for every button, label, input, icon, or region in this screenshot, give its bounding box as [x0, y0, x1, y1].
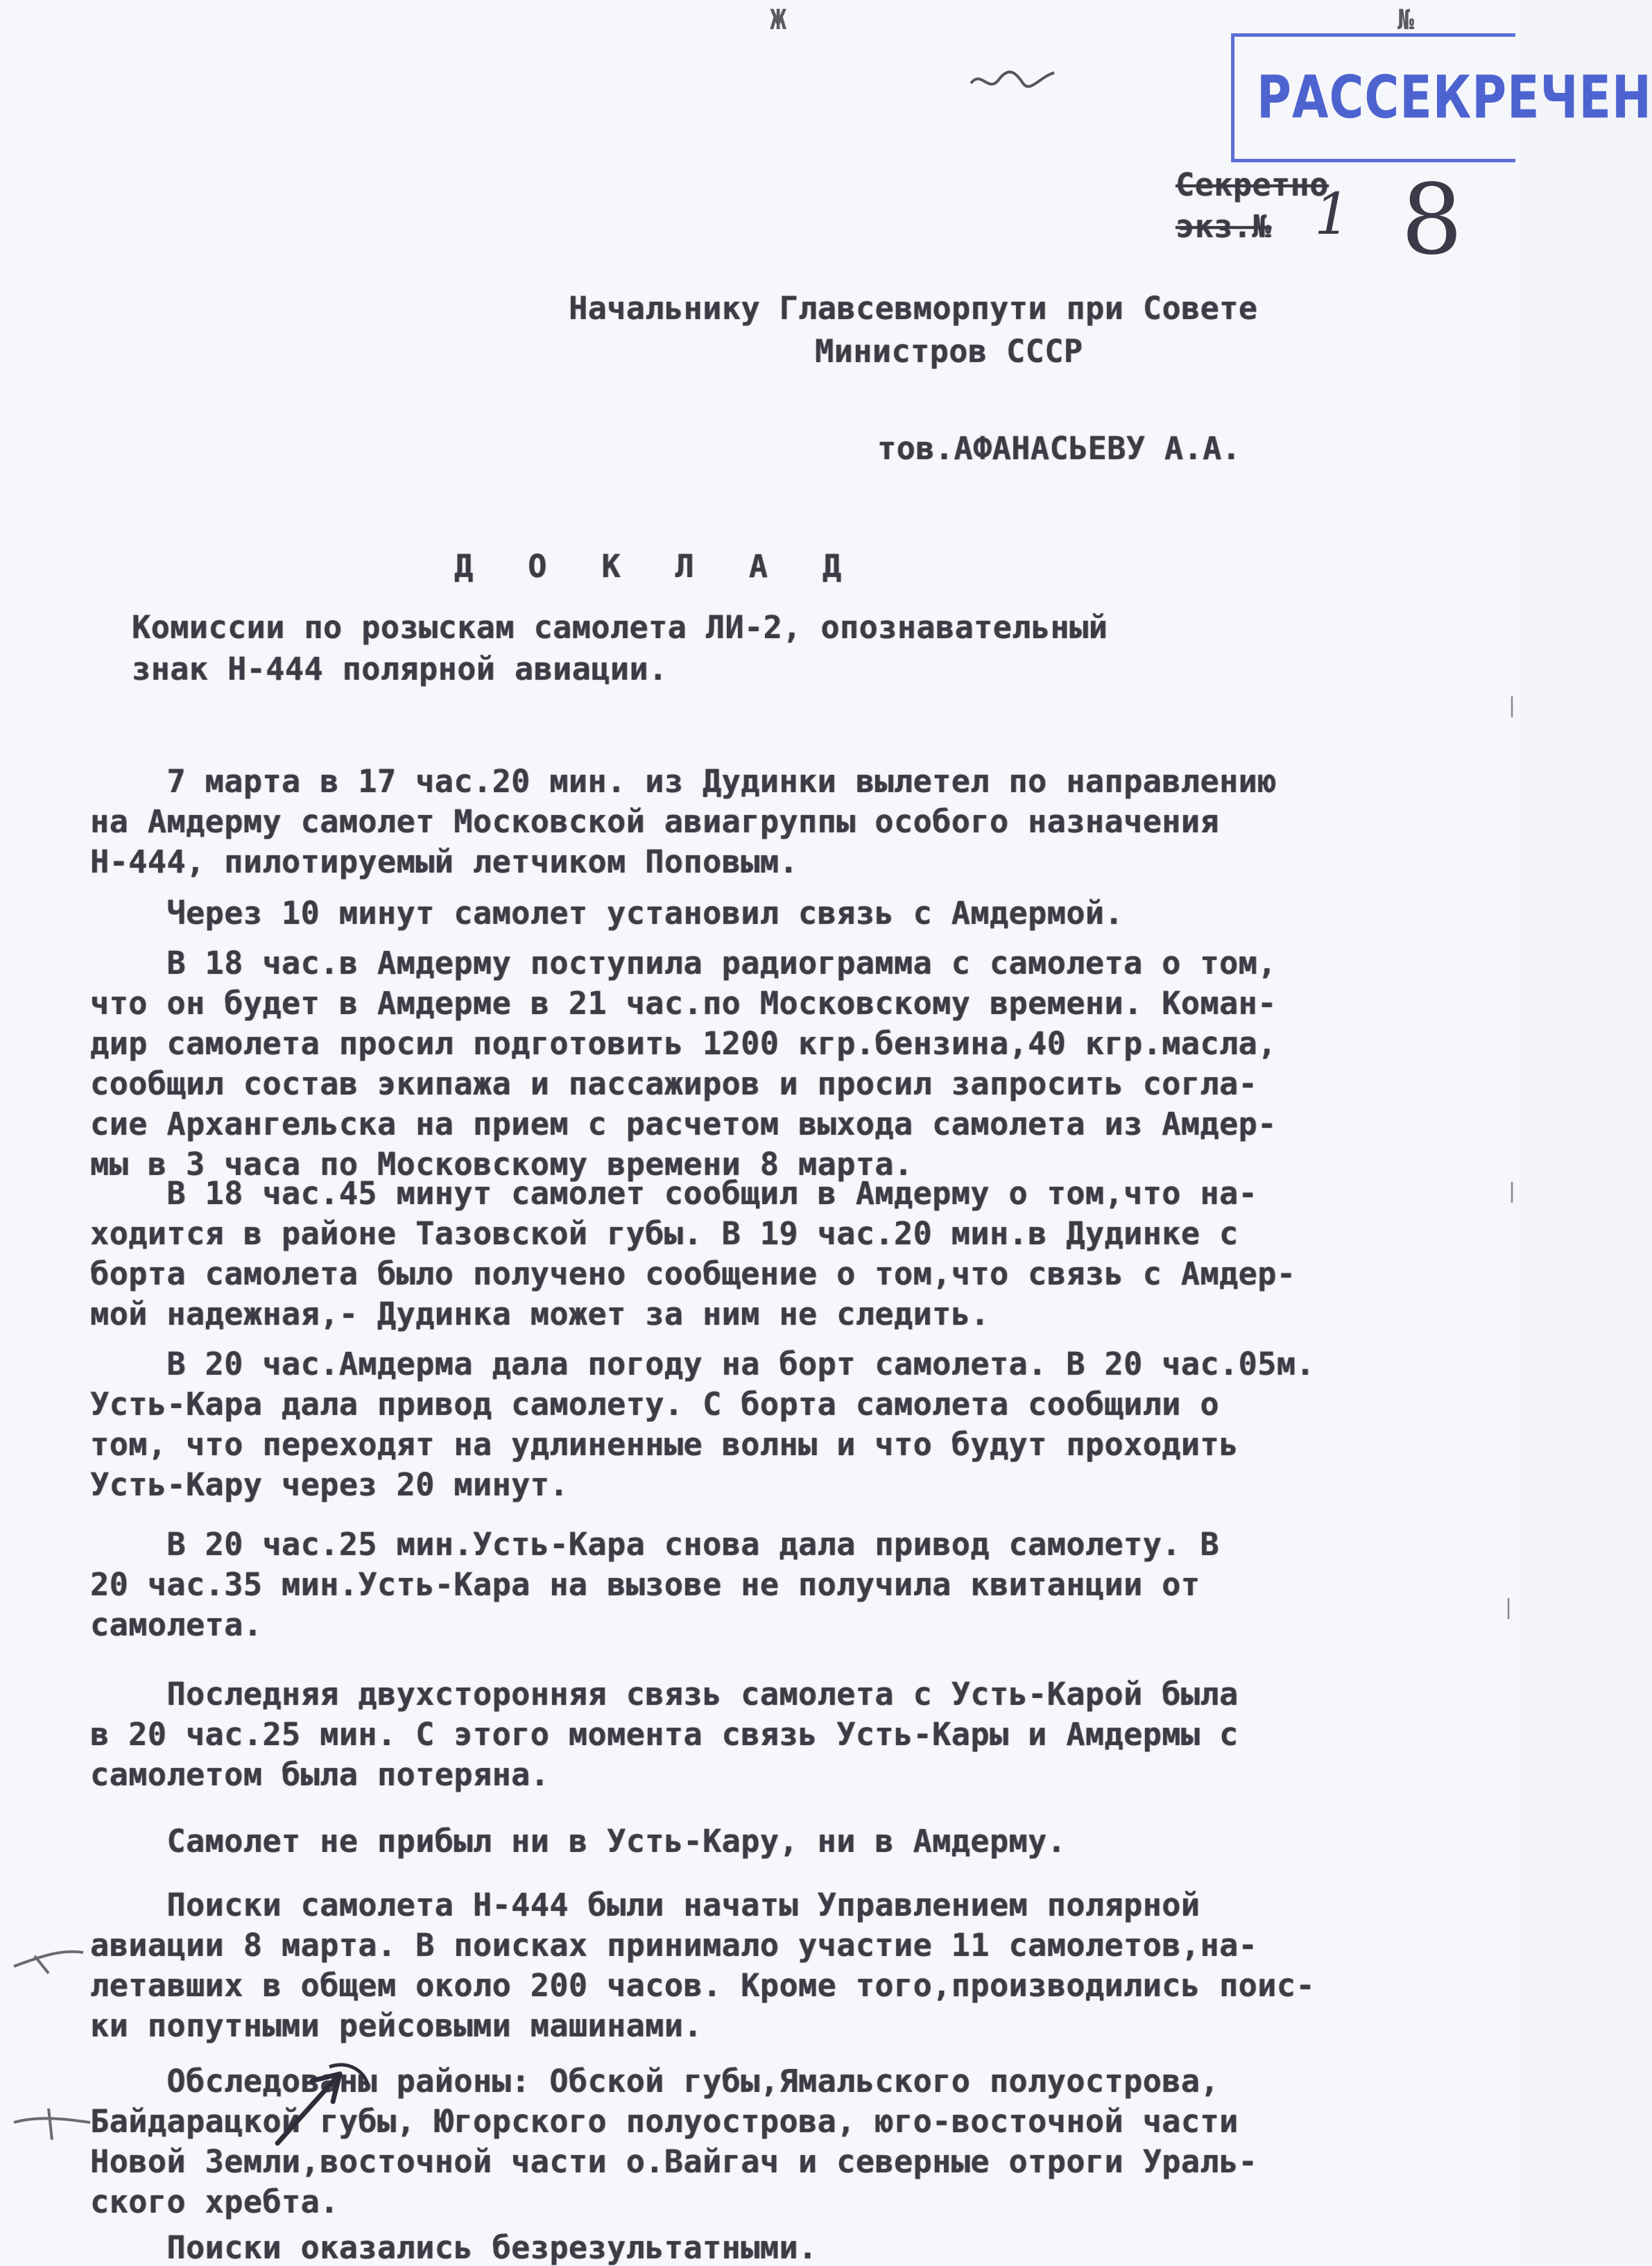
subject-line: Комиссии по розыскам самолета ЛИ-2, опознавательный — [132, 609, 1108, 646]
addressee-line-1: Начальнику Главсевморпути при Совете — [569, 290, 1258, 327]
body-line: авиации 8 марта. В поисках принимало участие 11 самолетов,на- — [90, 1927, 1258, 1964]
body-line: В 20 час.Амдерма дала погоду на борт самолета. В 20 час.05м. — [90, 1346, 1315, 1382]
body-line: 7 марта в 17 час.20 мин. из Дудинки вылетел по направлению — [90, 763, 1277, 800]
body-line: Последняя двухсторонняя связь самолета с Усть-Карой была — [90, 1676, 1239, 1713]
body-line: Поиски оказались безрезультатными. — [90, 2229, 818, 2266]
body-line: В 18 час.45 минут самолет сообщил в Амдерму о том,что на- — [90, 1175, 1258, 1212]
body-line: самолета. — [90, 1606, 263, 1643]
body-line: В 20 час.25 мин.Усть-Кара снова дала привод самолету. В — [90, 1526, 1219, 1563]
arrow-mark — [264, 2046, 375, 2150]
body-line: сие Архангельска на прием с расчетом выхода самолета из Амдер- — [90, 1106, 1277, 1142]
body-line: Байдарацкой губы, Югорского полуострова, юго-восточной части — [90, 2103, 1239, 2140]
copy-label: экз.№ — [1176, 208, 1271, 245]
body-line: Через 10 минут самолет установил связь с Амдермой. — [90, 895, 1124, 932]
body-line: летавших в общем около 200 часов. Кроме того,производились поис- — [90, 1967, 1315, 2004]
body-line: Новой Земли,восточной части о.Вайгач и северные отроги Ураль- — [90, 2143, 1258, 2180]
body-line: Самолет не прибыл ни в Усть-Кару, ни в Амдерму. — [90, 1823, 1067, 1860]
body-line: Поиски самолета Н-444 были начаты Управлением полярной — [90, 1887, 1201, 1923]
body-line: сообщил состав экипажа и пассажиров и просил запросить согла- — [90, 1065, 1258, 1102]
top-mark-right: № — [1397, 4, 1415, 36]
secrecy-label — [1176, 166, 1329, 203]
edge-artifact: | — [1505, 1595, 1513, 1620]
declassified-stamp — [1231, 33, 1652, 162]
stamp-text: РАССЕКРЕЧЕН — [1257, 63, 1652, 132]
body-line: в 20 час.25 мин. С этого момента связь Усть-Кары и Амдермы с — [90, 1716, 1239, 1753]
subject-line: знак Н-444 полярной авиации. — [132, 651, 668, 687]
body-line: на Амдерму самолет Московской авиагруппы особого назначения — [90, 803, 1219, 840]
body-line: ского хребта. — [90, 2183, 339, 2220]
body-line: мой надежная,- Дудинка может за ним не следить. — [90, 1296, 990, 1332]
edge-artifact: | — [1508, 694, 1516, 718]
sheet-number-handwritten: 8 — [1401, 164, 1463, 277]
body-line: самолетом была потеряна. — [90, 1756, 550, 1793]
body-line: борта самолета было получено сообщение о том,что связь с Амдер- — [90, 1255, 1296, 1292]
addressee-line-3: тов.АФАНАСЬЕВУ А.А. — [877, 430, 1241, 467]
body-line: Усть-Кара дала привод самолету. С борта самолета сообщили о — [90, 1386, 1219, 1423]
addressee-line-2: Министров СССР — [815, 333, 1083, 370]
copy-number-handwritten: 1 — [1314, 182, 1351, 248]
top-mark-left: Ж — [770, 4, 787, 36]
secrecy-text: Секретно — [1176, 166, 1329, 203]
body-line: Усть-Кару через 20 минут. — [90, 1466, 569, 1503]
body-line: 20 час.35 мин.Усть-Кара на вызове не получила квитанции от — [90, 1566, 1201, 1603]
body-line: В 18 час.в Амдерму поступила радиограмма с самолета о том, — [90, 945, 1277, 981]
body-line: Н-444, пилотируемый летчиком Поповым. — [90, 843, 798, 880]
body-line: Обследованы районы: Обской губы,Ямальского полуострова, — [90, 2063, 1219, 2100]
body-line: что он будет в Амдерме в 21 час.по Московскому времени. Коман- — [90, 985, 1277, 1022]
copy-number — [1176, 208, 1271, 245]
body-line: ки попутными рейсовыми машинами. — [90, 2007, 703, 2044]
edge-artifact: | — [1508, 1179, 1516, 1203]
document-title: Д О К Л А Д — [454, 548, 860, 585]
body-line: том, что переходят на удлиненные волны и что будут проходить — [90, 1426, 1239, 1463]
body-line: дир самолета просил подготовить 1200 кгр.бензина,40 кгр.масла, — [90, 1025, 1277, 1062]
body-line: ходится в районе Тазовской губы. В 19 час.20 мин.в Дудинке с — [90, 1215, 1239, 1252]
body-line: мы в 3 часа по Московскому времени 8 марта. — [90, 1146, 913, 1183]
margin-tick-mark — [7, 1935, 90, 1984]
margin-tick-mark — [10, 2102, 94, 2143]
handwritten-scribble — [967, 59, 1058, 101]
